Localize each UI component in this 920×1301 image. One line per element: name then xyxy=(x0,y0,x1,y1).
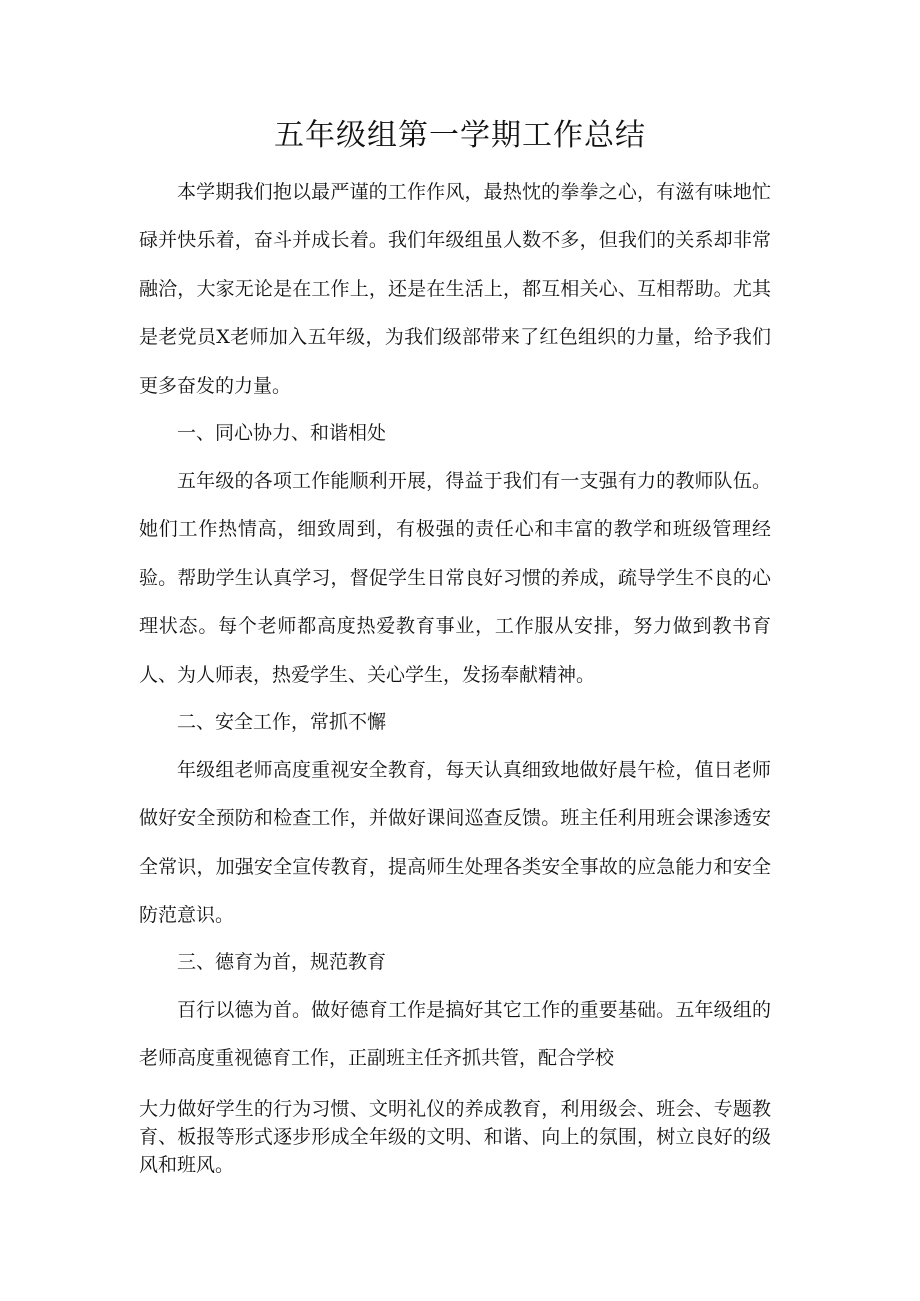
section-3-heading: 三、德育为首，规范教育 xyxy=(177,951,387,973)
section-1-paragraph: 五年级的各项工作能顺利开展，得益于我们有一支强有力的教师队伍。她们工作热情高，细致周到，有极强的责任心和丰富的教学和班级管理经验。帮助学生认真学习，督促学生日常良好习惯的养成，疏导学生不良的心理状态。每个老师都高度热爱教育事业，工作服从安排，努力做到教书育人、为人师表，热爱学生、关心学生，发扬奉献精神。 xyxy=(139,470,771,686)
section-2-paragraph: 年级组老师高度重视安全教育，每天认真细致地做好晨午检，值日老师做好安全预防和检查工作，并做好课间巡查反馈。班主任利用班会课渗透安全常识，加强安全宣传教育，提高师生处理各类安全事故的应急能力和安全防范意识。 xyxy=(139,759,771,927)
document-title: 五年级组第一学期工作总结 xyxy=(274,118,646,153)
section-3-paragraph-part-1: 百行以德为首。做好德育工作是搞好其它工作的重要基础。五年级组的老师高度重视德育工作，正副班主任齐抓共管，配合学校 xyxy=(139,999,771,1070)
section-1-heading: 一、同心协力、和谐相处 xyxy=(177,422,387,444)
intro-paragraph: 本学期我们抱以最严谨的工作作风，最热忱的拳拳之心，有滋有味地忙碌并快乐着，奋斗并成长着。我们年级组虽人数不多，但我们的关系却非常融洽，大家无论是在工作上，还是在生活上，都互相关心、互相帮助。尤其是老党员X老师加入五年级，为我们级部带来了红色组织的力量，给予我们更多奋发的力量。 xyxy=(139,181,771,397)
section-3-paragraph-part-2: 大力做好学生的行为习惯、文明礼仪的养成教育，利用级会、班会、专题教育、板报等形式逐步形成全年级的文明、和谐、向上的氛围，树立良好的级风和班风。 xyxy=(139,1098,771,1176)
section-2-heading: 二、安全工作，常抓不懈 xyxy=(177,711,387,733)
